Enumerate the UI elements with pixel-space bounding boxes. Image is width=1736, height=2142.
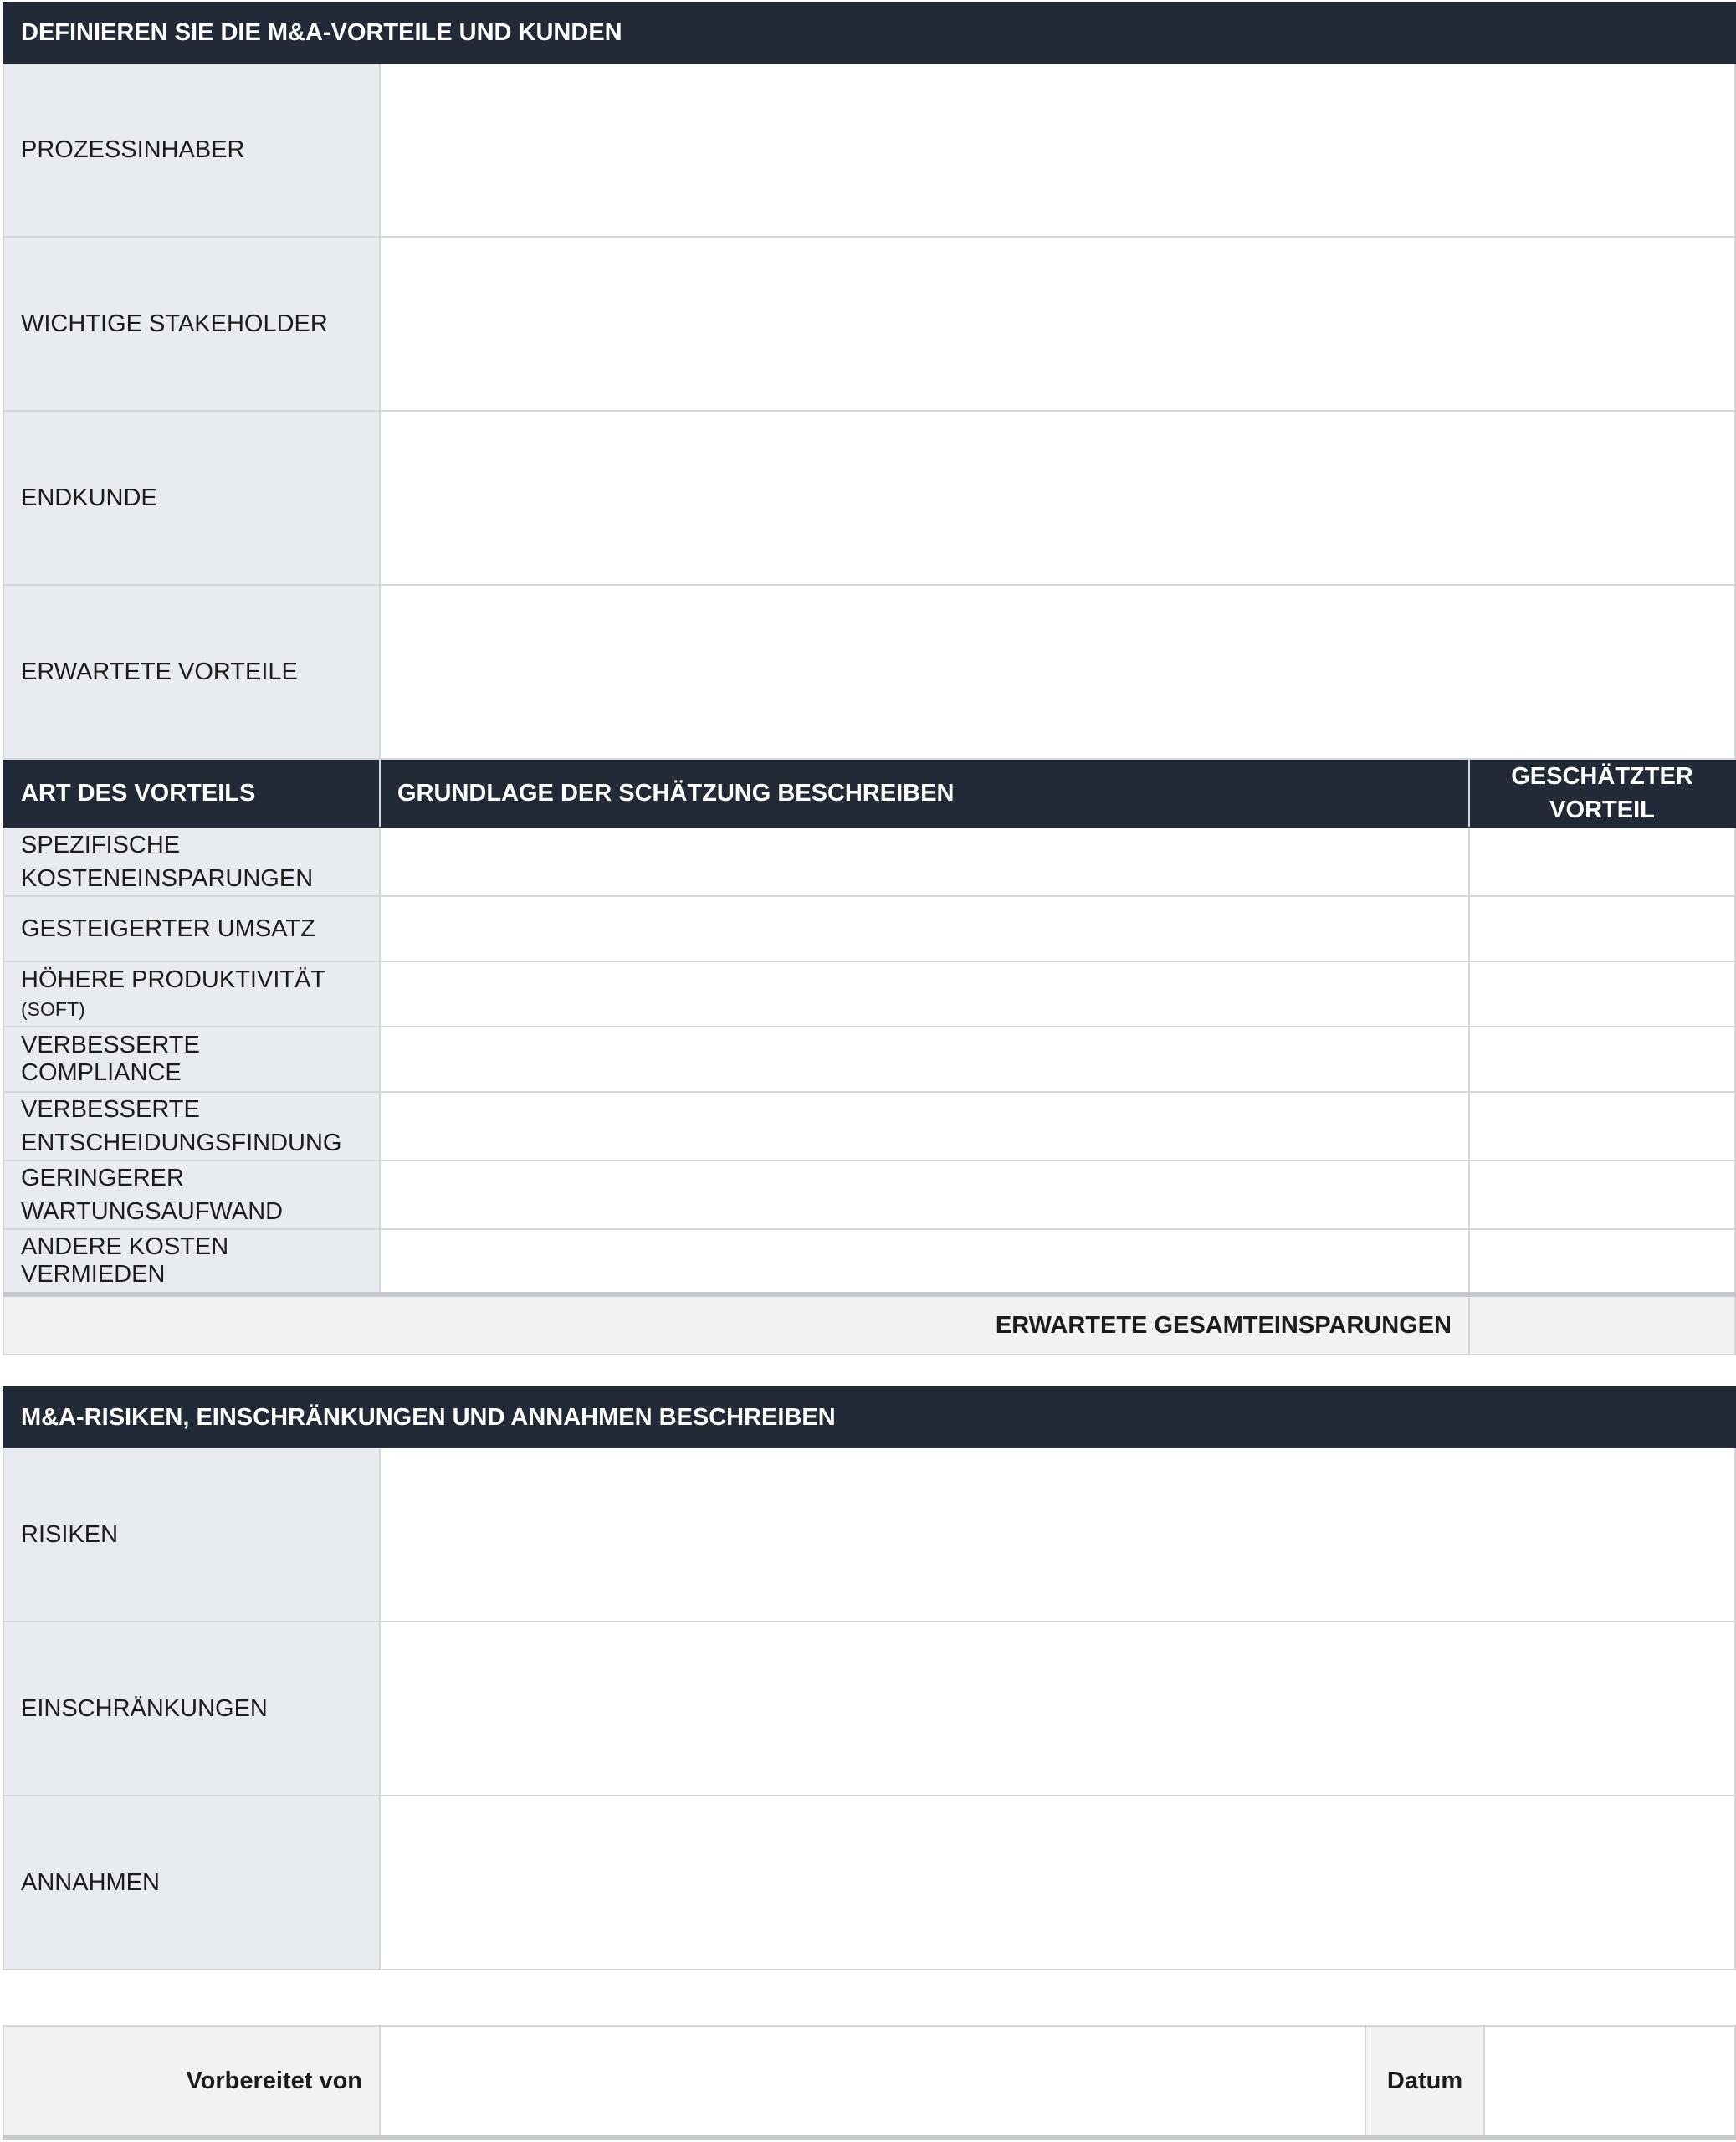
estimated-benefit-field[interactable] xyxy=(1469,828,1735,896)
estimated-benefit-field[interactable] xyxy=(1469,1229,1735,1294)
table-row xyxy=(3,1092,1735,1161)
estimated-benefit-field[interactable] xyxy=(1469,1092,1735,1161)
date-field[interactable] xyxy=(1484,2026,1735,2138)
benefit-type-cell: GESTEIGERTER UMSATZ xyxy=(3,896,380,961)
benefit-type-cell: VERBESSERTE ENTSCHEIDUNGSFINDUNG xyxy=(3,1092,380,1161)
prepared-by-label: Vorbereitet von xyxy=(3,2026,380,2138)
estimate-basis-field[interactable] xyxy=(380,961,1469,1027)
estimate-basis-field[interactable] xyxy=(380,1092,1469,1161)
estimated-benefit-header: GESCHÄTZTER VORTEIL xyxy=(1469,759,1735,828)
estimated-benefit-field[interactable] xyxy=(1469,1027,1735,1092)
constraints-field[interactable] xyxy=(380,1622,1735,1796)
constraints-label: EINSCHRÄNKUNGEN xyxy=(3,1622,380,1796)
estimate-basis-field[interactable] xyxy=(380,828,1469,896)
benefit-type-header: ART DES VORTEILS xyxy=(3,759,380,828)
assumptions-label: ANNAHMEN xyxy=(3,1796,380,1970)
benefit-type-note: (SOFT) xyxy=(21,997,85,1020)
key-stakeholders-label: WICHTIGE STAKEHOLDER xyxy=(3,237,380,411)
date-label: Datum xyxy=(1365,2026,1484,2138)
estimate-basis-field[interactable] xyxy=(380,1161,1469,1229)
estimated-benefit-field[interactable] xyxy=(1469,896,1735,961)
risks-table xyxy=(3,1386,1736,1970)
signoff-table xyxy=(3,2025,1736,2140)
estimated-benefit-field[interactable] xyxy=(1469,1161,1735,1229)
estimate-basis-field[interactable] xyxy=(380,1229,1469,1294)
section2-title: M&A-RISIKEN, EINSCHRÄNKUNGEN UND ANNAHMEN BESCHREIBEN xyxy=(3,1387,1735,1448)
benefit-type-cell: ANDERE KOSTEN VERMIEDEN xyxy=(3,1229,380,1294)
table-row xyxy=(3,828,1735,896)
benefit-type-cell: SPEZIFISCHE KOSTENEINSPARUNGEN xyxy=(3,828,380,896)
estimate-basis-field[interactable] xyxy=(380,896,1469,961)
table-row xyxy=(3,1027,1735,1092)
total-savings-label: ERWARTETE GESAMTEINSPARUNGEN xyxy=(3,1294,1469,1355)
section1-title: DEFINIEREN SIE DIE M&A-VORTEILE UND KUNDEN xyxy=(3,3,1735,63)
table-row xyxy=(3,896,1735,961)
prepared-by-field[interactable] xyxy=(380,2026,1365,2138)
key-stakeholders-field[interactable] xyxy=(380,237,1735,411)
benefit-type-cell: GERINGERER WARTUNGSAUFWAND xyxy=(3,1161,380,1229)
estimated-benefit-field[interactable] xyxy=(1469,961,1735,1027)
total-savings-field[interactable] xyxy=(1469,1294,1735,1355)
benefit-type-cell: VERBESSERTE COMPLIANCE xyxy=(3,1027,380,1092)
end-customer-label: ENDKUNDE xyxy=(3,411,380,585)
table-row xyxy=(3,1229,1735,1294)
estimate-basis-header: GRUNDLAGE DER SCHÄTZUNG BESCHREIBEN xyxy=(380,759,1469,828)
assumptions-field[interactable] xyxy=(380,1796,1735,1970)
risks-label: RISIKEN xyxy=(3,1448,380,1622)
benefit-type-cell: HÖHERE PRODUKTIVITÄT (SOFT) xyxy=(3,961,380,1027)
expected-benefits-field[interactable] xyxy=(380,585,1735,759)
table-row xyxy=(3,1161,1735,1229)
estimate-basis-field[interactable] xyxy=(380,1027,1469,1092)
benefits-customers-table xyxy=(3,2,1736,1355)
process-owner-label: PROZESSINHABER xyxy=(3,63,380,237)
process-owner-field[interactable] xyxy=(380,63,1735,237)
end-customer-field[interactable] xyxy=(380,411,1735,585)
risks-field[interactable] xyxy=(380,1448,1735,1622)
expected-benefits-label: ERWARTETE VORTEILE xyxy=(3,585,380,759)
table-row xyxy=(3,961,1735,1027)
